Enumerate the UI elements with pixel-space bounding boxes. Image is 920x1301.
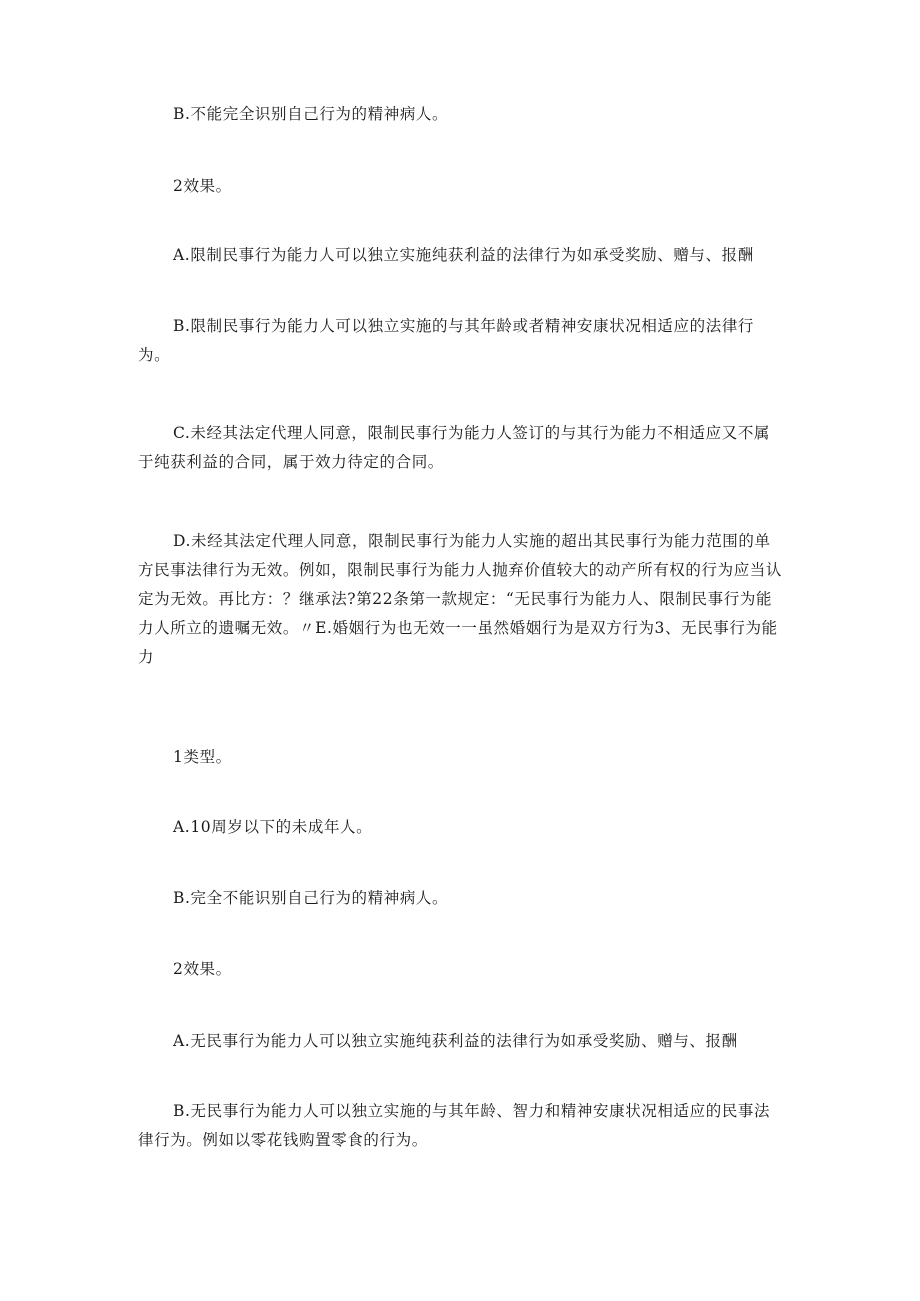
paragraph-d-unilateral-void: D.未经其法定代理人同意，限制民事行为能力人实施的超出其民事行为能力范围的单方民事法律行为无效。例如，限制民事行为能力人抛弃价值较大的动产所有权的行为应当认定为无效。再比方：？继承法?第22条第一款规定：“无民事行为能力人、限制民事行为能力人所立的遗嘱无效。〃E.婚姻行为也无效一一虽然婚姻行为是双方行为3、无民事行为能力 (138, 532, 783, 666)
paragraph-b-age-intellect: B.无民事行为能力人可以独立实施的与其年龄、智力和精神安康状况相适应的民事法律行为。例如以零花钱购置零食的行为。 (138, 1102, 771, 1149)
paragraph-b-partial-mental: B.不能完全识别自己行为的精神病人。 (173, 105, 449, 123)
paragraph-c-contract-pending: C.未经其法定代理人同意，限制民事行为能力人签订的与其行为能力不相适应又不属于纯获利益的合同，属于效力待定的合同。 (138, 424, 771, 471)
paragraph-a-minors-under-10: A.10周岁以下的未成年人。 (173, 818, 373, 836)
paragraph-b-age-appropriate: B.限制民事行为能力人可以独立实施的与其年龄或者精神安康状况相适应的法律行为。 (138, 317, 755, 364)
paragraph-a-pure-benefit: A.限制民事行为能力人可以独立实施纯获利益的法律行为如承受奖励、赠与、报酬 (173, 246, 754, 264)
paragraph-effect-heading-2: 2效果。 (173, 960, 232, 978)
paragraph-a-pure-benefit-2: A.无民事行为能力人可以独立实施纯获利益的法律行为如承受奖励、赠与、报酬 (173, 1032, 738, 1050)
paragraph-type-heading: 1类型。 (173, 748, 232, 766)
paragraph-b-full-mental: B.完全不能识别自己行为的精神病人。 (173, 889, 449, 907)
paragraph-effect-heading: 2效果。 (173, 177, 232, 195)
